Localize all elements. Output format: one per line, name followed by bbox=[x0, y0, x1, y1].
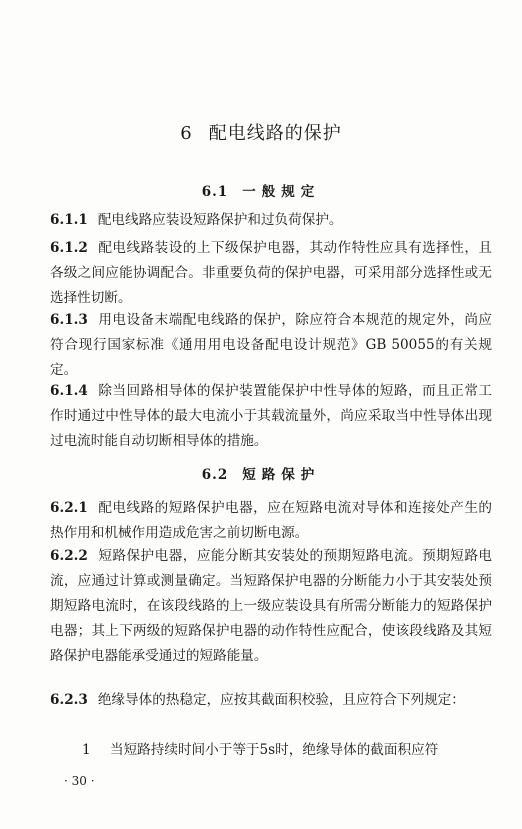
page-number: · 30 · bbox=[64, 774, 95, 788]
clause-text: 配电线路装设的上下级保护电器，其动作特性应具有选择性，且各级之间应能协调配合。非重要负荷的保护电器，可采用部分选择性或无选择性切断。 bbox=[50, 240, 492, 306]
section-title-text: 短路保护 bbox=[242, 467, 321, 483]
section-number: 6.1 bbox=[201, 184, 229, 200]
clause-paragraph bbox=[50, 236, 492, 311]
clause-paragraph bbox=[50, 379, 492, 454]
chapter-title bbox=[0, 119, 522, 145]
clause-text: 绝缘导体的热稳定，应按其截面积校验，且应符合下列规定： bbox=[97, 692, 465, 708]
clause-number: 6.1.3 bbox=[50, 312, 88, 328]
clause-number: 6.2.3 bbox=[50, 692, 88, 708]
clause-paragraph bbox=[50, 544, 492, 669]
clause-paragraph bbox=[50, 308, 492, 383]
section-title bbox=[0, 180, 522, 200]
clause-text: 配电线路的短路保护电器，应在短路电流对导体和连接处产生的热作用和机械作用造成危害之前切断电源。 bbox=[50, 500, 492, 541]
clause-paragraph bbox=[50, 688, 492, 713]
section-title-text: 一般规定 bbox=[242, 184, 321, 200]
clause-text: 除当回路相导体的保护装置能保护中性导体的短路，而且正常工作时通过中性导体的最大电流小于其载流量外，尚应采取当中性导体出现过电流时能自动切断相导体的措施。 bbox=[50, 383, 492, 449]
section-number: 6.2 bbox=[201, 467, 229, 483]
clause-text: 配电线路应装设短路保护和过负荷保护。 bbox=[97, 212, 343, 228]
chapter-number: 6 bbox=[180, 123, 193, 144]
item-number: 1 bbox=[82, 742, 91, 758]
clause-number: 6.1.1 bbox=[50, 212, 88, 228]
clause-text: 用电设备末端配电线路的保护，除应符合本规范的规定外，尚应符合现行国家标准《通用用电设备配电设计规范》GB 50055的有关规定。 bbox=[50, 312, 492, 378]
clause-paragraph bbox=[50, 496, 492, 546]
list-item bbox=[50, 738, 492, 763]
clause-number: 6.2.2 bbox=[50, 548, 88, 564]
clause-text: 短路保护电器，应能分断其安装处的预期短路电流。预期短路电流，应通过计算或测量确定。当短路保护电器的分断能力小于其安装处预期短路电流时，在该段线路的上一级应装设具有所需分断能力的短路保护电器；其上下两级的短路保护电器的动作特性应配合，使该段线路及其短路保护电器能承受通过的短路能量。 bbox=[50, 548, 492, 664]
clause-number: 6.2.1 bbox=[50, 500, 88, 516]
clause-paragraph bbox=[50, 208, 492, 233]
clause-number: 6.1.4 bbox=[50, 383, 88, 399]
chapter-title-text: 配电线路的保护 bbox=[208, 123, 342, 144]
item-text: 当短路持续时间小于等于5s时，绝缘导体的截面积应符 bbox=[110, 742, 439, 758]
section-title bbox=[0, 463, 522, 483]
clause-number: 6.1.2 bbox=[50, 240, 88, 256]
